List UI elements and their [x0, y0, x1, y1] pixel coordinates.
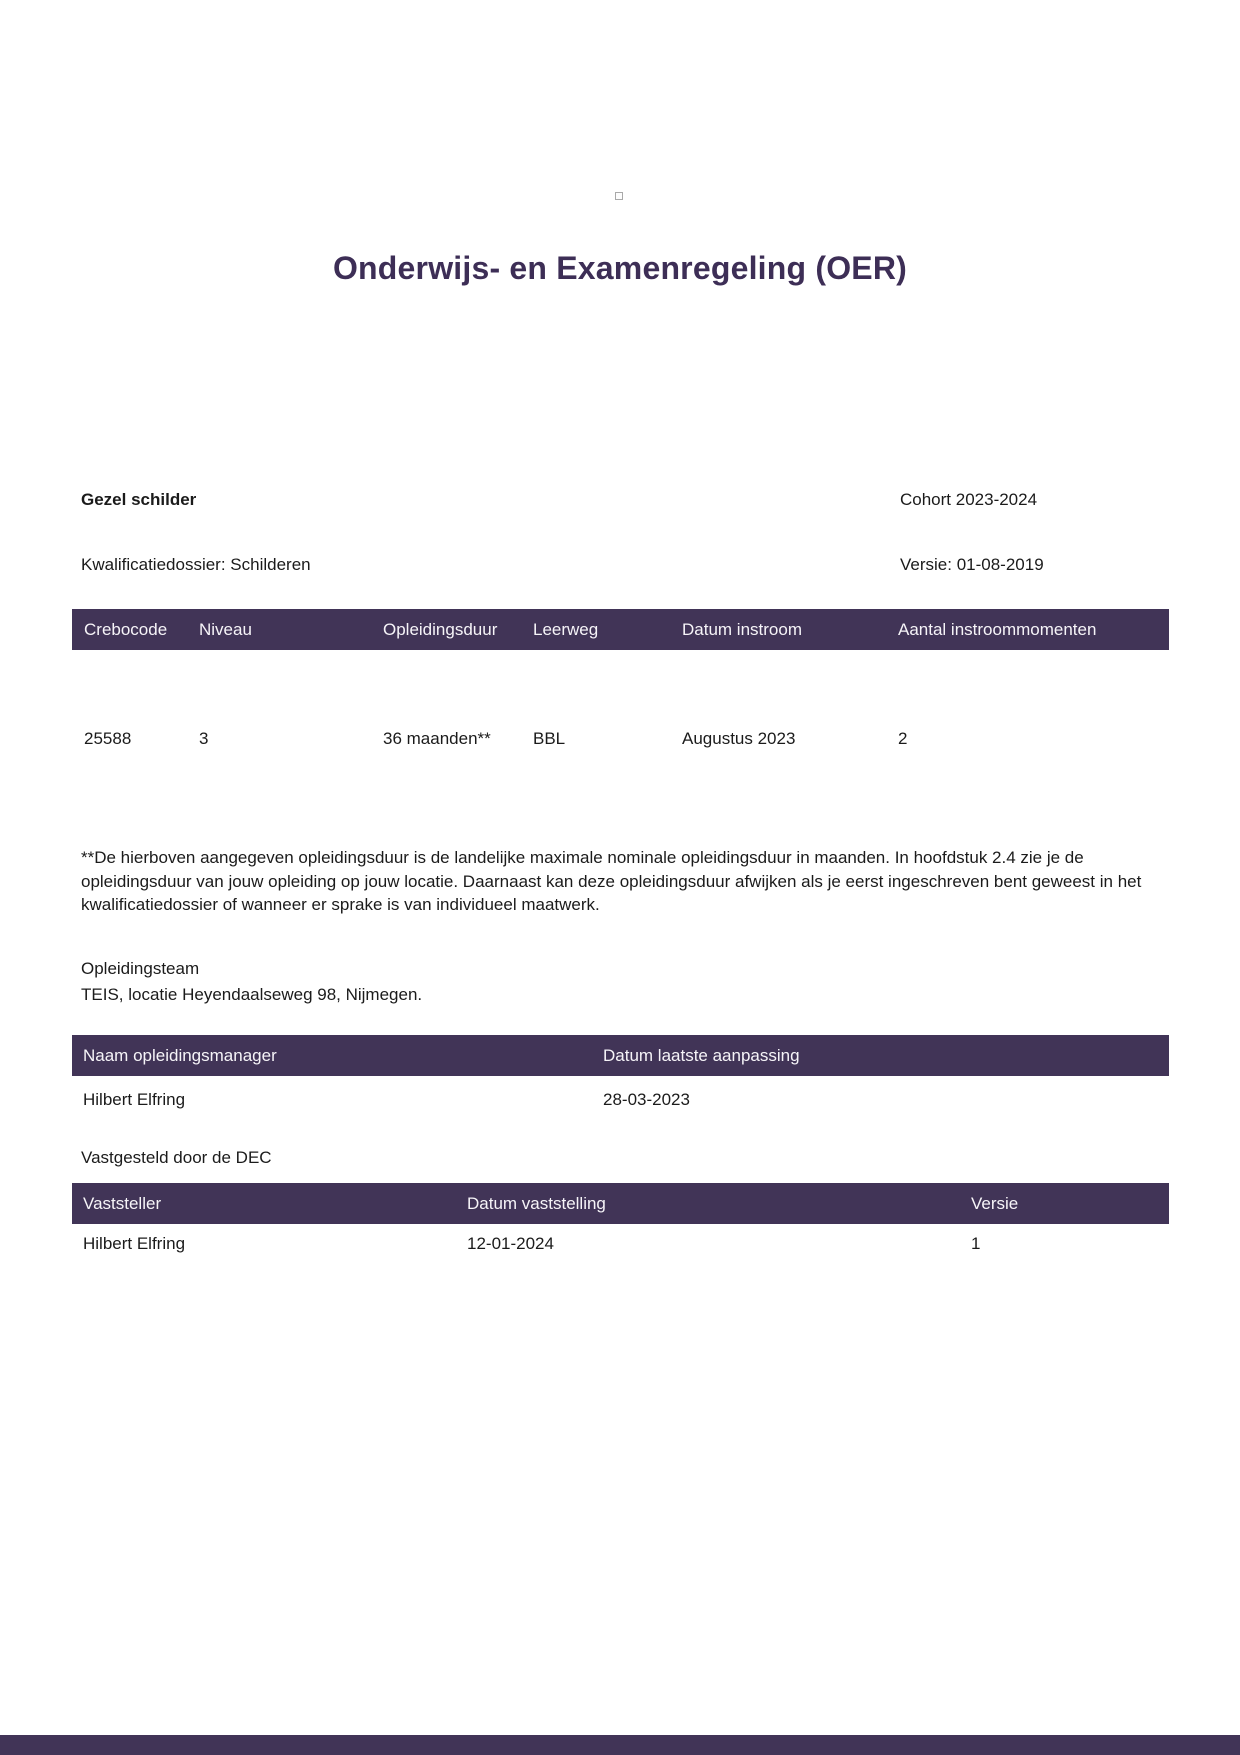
program-table-cell-opleidingsduur: 36 maanden** [383, 729, 491, 748]
dec-table-row [72, 1232, 1169, 1256]
program-table-header-leerweg: Leerweg [533, 619, 599, 639]
dec-table-header-versie: Versie [971, 1193, 1019, 1213]
dec-table-header [72, 1183, 1169, 1224]
manager-table-header-datum-aanpassing: Datum laatste aanpassing [603, 1045, 800, 1065]
manager-table-header-naam: Naam opleidingsmanager [83, 1045, 277, 1065]
manager-table-row [72, 1088, 1169, 1112]
page-title: Onderwijs- en Examenregeling (OER) [332, 250, 908, 286]
team-location: TEIS, locatie Heyendaalseweg 98, Nijmegen. [81, 985, 423, 1004]
manager-table-cell-datum-aanpassing: 28-03-2023 [603, 1090, 690, 1109]
program-table-header-niveau: Niveau [199, 619, 252, 639]
manager-table-cell-naam: Hilbert Elfring [83, 1090, 186, 1109]
dec-table-cell-versie: 1 [971, 1234, 981, 1253]
manager-table-header [72, 1035, 1169, 1076]
program-table-cell-aantal-instroommomenten: 2 [898, 729, 908, 748]
program-table-cell-niveau: 3 [199, 729, 209, 748]
program-table-header-crebocode: Crebocode [84, 619, 168, 639]
page-footer-bar [0, 1735, 1240, 1755]
program-table-row [72, 727, 1169, 751]
program-name: Gezel schilder [81, 490, 197, 509]
qualification-label: Kwalificatiedossier: Schilderen [81, 555, 311, 574]
program-table-cell-leerweg: BBL [533, 729, 566, 748]
version-label: Versie: 01-08-2019 [900, 555, 1044, 574]
duration-footnote: **De hierboven aangegeven opleidingsduur is de landelijke maximale nominale opleidingsduur in maanden. In hoofdstuk 2.4 zie je de opleidingsduur van jouw opleiding op jouw locatie. Daarnaast kan deze opleidingsduur afwijken als je eerst ingeschreven bent geweest in het kwalificatiedossier of wanneer er sprake is van individueel maatwerk. [81, 848, 1142, 914]
program-table-cell-crebocode: 25588 [84, 729, 132, 748]
dec-heading: Vastgesteld door de DEC [81, 1148, 272, 1167]
program-table-cell-datum-instroom: Augustus 2023 [682, 729, 796, 748]
cohort-label: Cohort 2023-2024 [900, 490, 1038, 509]
dec-table-header-datum-vaststelling: Datum vaststelling [467, 1193, 606, 1213]
program-table-header-opleidingsduur: Opleidingsduur [383, 619, 498, 639]
program-table-header [72, 609, 1169, 650]
dec-table-cell-vaststeller: Hilbert Elfring [83, 1234, 186, 1253]
program-table-header-datum-instroom: Datum instroom [682, 619, 802, 639]
team-label: Opleidingsteam [81, 959, 200, 978]
dec-table-header-vaststeller: Vaststeller [83, 1193, 162, 1213]
dec-table-cell-datum-vaststelling: 12-01-2024 [467, 1234, 554, 1253]
program-table-header-aantal-instroommomenten: Aantal instroommomenten [898, 619, 1097, 639]
image-placeholder-icon [615, 192, 623, 200]
